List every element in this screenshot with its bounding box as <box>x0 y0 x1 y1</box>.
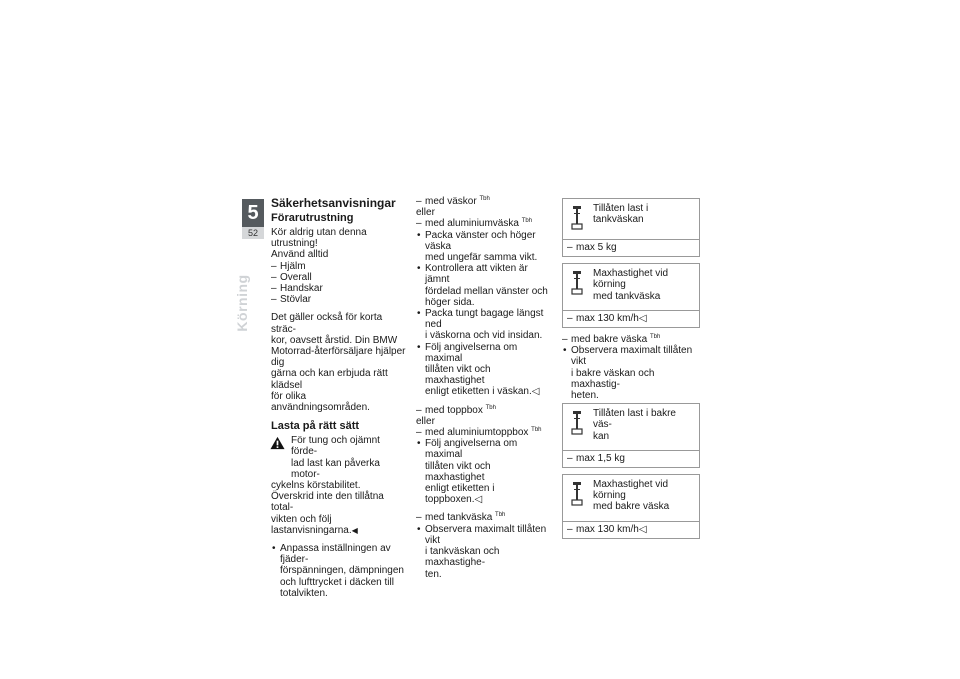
list-item: • Kontrollera att vikten är jämnt fördelad mellan vänster och höger sida. <box>416 263 552 308</box>
text-line: kor, oavsett årstid. Din BMW <box>271 334 398 346</box>
spec-label: Tillåten last i bakre väs- kan <box>593 408 676 442</box>
spec-value: – max 130 km/h◁ <box>567 524 695 535</box>
column-1 <box>271 196 407 599</box>
or-text: eller <box>416 207 435 219</box>
spec-label: Tillåten last i tankväskan <box>593 203 649 226</box>
text-line: Överskrid inte den tillåtna total- <box>271 491 384 514</box>
text-line: Använd alltid <box>271 249 329 261</box>
chapter-title: Körning <box>234 274 250 332</box>
list-item: • Packa vänster och höger väska med ungefär samma vikt. <box>416 230 552 264</box>
text-line: Kör aldrig utan denna utrustning! <box>271 227 367 250</box>
option-line: – med toppbox $^{Tbh}$ <box>416 405 552 416</box>
spec-table-tank-load <box>562 198 700 257</box>
list-item: • Anpassa inställningen av fjäder- förspänningen, dämpningen och lufttrycket i däcken till totalvikten. <box>271 543 407 599</box>
spec-table-rear-load <box>562 403 700 468</box>
end-marker: ◁ <box>638 523 647 535</box>
weight-gauge-icon <box>571 205 583 231</box>
subheading-rider-equipment: Förarutrustning <box>271 212 354 224</box>
list-item: • Följ angivelserna om maximal tillåten vikt och maxhastighet enligt etiketten i väskan.◁ <box>416 342 552 398</box>
spec-value: – max 130 km/h◁ <box>567 313 695 324</box>
end-marker: ◁ <box>531 386 540 398</box>
spec-table-rear-speed <box>562 474 700 539</box>
option-line: – med aluminiumväska $^{Tbh}$ <box>416 218 552 229</box>
warning-block <box>271 435 407 536</box>
text-line: För tung och ojämnt förde- <box>291 435 380 458</box>
option-line: – med tankväska $^{Tbh}$ <box>416 512 552 523</box>
text-line: vikten och följ lastanvisningarna.◀ <box>271 513 358 536</box>
spec-label: Maxhastighet vid körning med tankväska <box>593 268 669 302</box>
list-item: • Packa tungt bagage längst ned i väskorna och vid insidan. <box>416 308 552 342</box>
end-marker: ◀ <box>351 525 358 535</box>
spec-table-tank-speed <box>562 263 700 328</box>
option-line: – med bakre väska $^{Tbh}$ <box>562 334 700 345</box>
list-item: • Observera maximalt tillåten vikt i bakre väskan och maxhastig- heten. <box>562 345 700 401</box>
equipment-list <box>271 261 407 306</box>
chapter-number: 5 <box>242 199 264 227</box>
list-item: • Följ angivelserna om maximal tillåten vikt och maxhastighet enligt etiketten i toppboxen.◁ <box>416 438 552 505</box>
list-item: • Observera maximalt tillåten vikt i tankväskan och maxhastighe- ten. <box>416 524 552 580</box>
chapter-tab <box>242 199 264 239</box>
equipment-note <box>271 312 407 413</box>
text-line: Motorrad-återförsäljare hjälper dig <box>271 346 406 369</box>
list-item: – Overall <box>271 272 407 283</box>
page-number: 52 <box>242 227 264 239</box>
weight-gauge-icon <box>571 410 583 436</box>
speed-gauge-icon <box>571 270 583 296</box>
subheading-loading: Lasta på rätt sätt <box>271 420 360 433</box>
column-3 <box>562 196 700 545</box>
section-heading: Säkerhetsanvisningar <box>271 196 396 210</box>
list-item: – Stövlar <box>271 294 407 305</box>
end-marker: ◁ <box>474 494 483 506</box>
option-line: – med väskor $^{Tbh}$ <box>416 196 552 207</box>
end-marker: ◁ <box>638 312 647 324</box>
speed-gauge-icon <box>571 481 583 507</box>
column-2 <box>416 196 552 580</box>
or-text: eller <box>416 415 435 427</box>
text-line: gärna och kan erbjuda rätt klädsel <box>271 368 388 391</box>
spec-value: – max 1,5 kg <box>567 453 695 464</box>
option-line: – med aluminiumtoppbox $^{Tbh}$ <box>416 427 552 438</box>
equipment-intro <box>271 227 407 261</box>
text-line: lad last kan påverka motor- <box>291 457 380 480</box>
spec-label: Maxhastighet vid körning med bakre väska <box>593 479 670 513</box>
text-line: cykelns körstabilitet. <box>271 480 361 492</box>
text-line: för olika användningsområden. <box>271 390 370 414</box>
text-line: Det gäller också för korta sträc- <box>271 312 383 335</box>
spec-value: – max 5 kg <box>567 242 695 253</box>
list-item: – Handskar <box>271 283 407 294</box>
list-item: – Hjälm <box>271 261 407 272</box>
warning-icon <box>270 436 285 450</box>
